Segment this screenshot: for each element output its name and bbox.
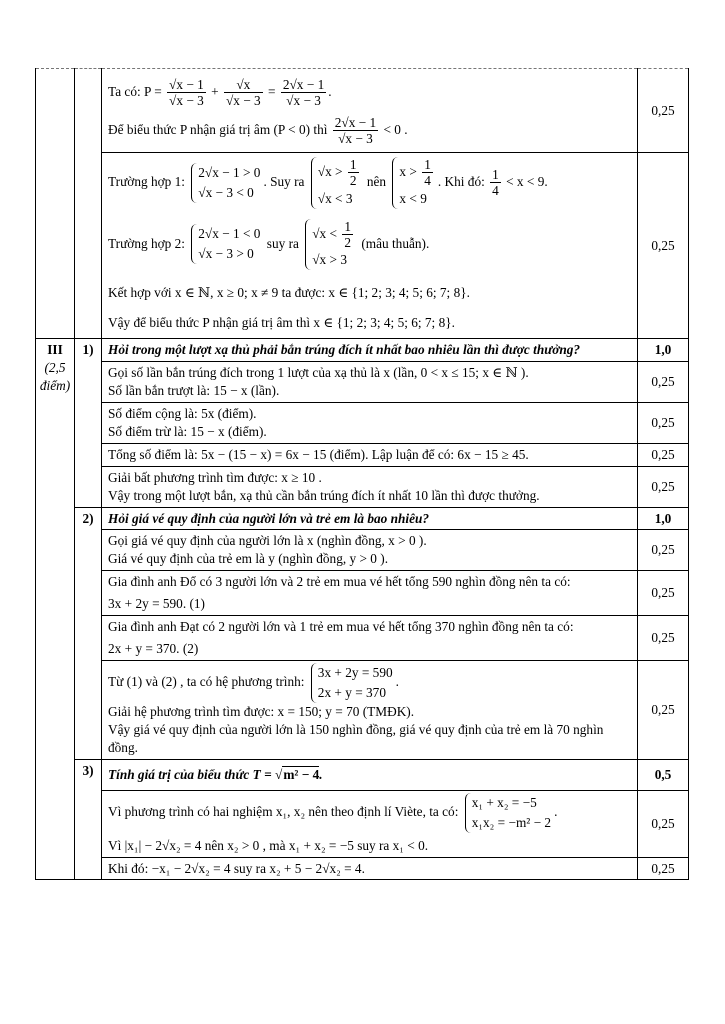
score-cell: 0,25 [638, 571, 689, 616]
table-row [36, 69, 689, 153]
table-row: Khi đó: −x₁ − 2√x₂ = 4 suy ra x₂ + 5 − 2√x₂ = 4. 0,25 [36, 857, 689, 880]
table-row: Giải bất phương trình tìm được: x ≥ 10 . Vậy trong một lượt bắn, xạ thủ cần bắn trúng đích ít nhất 10 lần thì được thưởng. 0,25 [36, 466, 689, 507]
table-row: Gia đình anh Đạt có 2 người lớn và 1 trẻ em mua vé hết tổng 370 nghìn đồng nên ta có: 2x + y = 370. (2) 0,25 [36, 616, 689, 661]
score-cell: 0,25 [638, 153, 689, 339]
score-cell: 1,0 [638, 507, 689, 530]
viete-line: Vì phương trình có hai nghiệm x₁, x₂ nên theo định lí Viète, ta có: x₁ + x₂ = −5 x₁x₂ = −m² − 2 . [108, 793, 631, 833]
score-cell: 0,25 [638, 402, 689, 443]
score-cell: 0,25 [638, 616, 689, 661]
p-simplify: Ta có: P = $\frac{√x - 1}{√x - 3}$ + $\frac{√x}{√x - 3}$ = $\frac{2√x - 1}{√x - 3}$ . [108, 77, 332, 109]
table-row: Số điểm cộng là: 5x (điểm). Số điểm trừ là: 15 − x (điểm). 0,25 [36, 402, 689, 443]
table-row: Gọi giá vé quy định của người lớn là x (nghìn đồng, x > 0 ). Giá vé quy định của trẻ em là y (nghìn đồng, y > 0 ). 0,25 [36, 530, 689, 571]
score-cell: 0,25 [638, 661, 689, 760]
table-row: Tổng số điểm là: 5x − (15 − x) = 6x − 15 (điểm). Lập luận để có: 6x − 15 ≥ 45. 0,25 [36, 443, 689, 466]
part-index: 3) [75, 759, 102, 880]
case-1: Trường hợp 1: 2√x − 1 > 0 √x − 3 < 0 . Suy ra √x > $\frac{1}{2}$ √x < 3 nên x > $\frac{1}{4}$ x < 9 . Khi đó: $\frac{1}{4}$ < x < 9. [108, 157, 631, 209]
table-row: Vì phương trình có hai nghiệm x₁, x₂ nên theo định lí Viète, ta có: x₁ + x₂ = −5 x₁x₂ = −m² − 2 . Vì |x₁| − 2√x₂ = 4 nên x₂ > 0 , mà x₁ + x₂ = −5 suy ra x₁ < 0. 0,25 [36, 790, 689, 857]
table-row [36, 153, 689, 339]
table-row [36, 507, 689, 530]
table-row: Gia đình anh Đổ có 3 người lớn và 2 trẻ em mua vé hết tổng 590 nghìn đồng nên ta có: 3x + 2y = 590. (1) 0,25 [36, 571, 689, 616]
question-1: Hỏi trong một lượt xạ thủ phải bắn trúng đích ít nhất bao nhiêu lần thì được thưởng? [102, 339, 638, 362]
score-cell: 0,25 [638, 69, 689, 153]
section-label: III (2,5 điểm) [36, 339, 75, 880]
solution-cell [102, 69, 638, 153]
score-cell: 0,25 [638, 857, 689, 880]
score-cell: 0,25 [638, 790, 689, 857]
case-2: Trường hợp 2: 2√x − 1 < 0 √x − 3 > 0 suy ra √x < $\frac{1}{2}$ √x > 3 (mâu thuẫn). [108, 219, 631, 271]
system-line: Từ (1) và (2) , ta có hệ phương trình: 3x + 2y = 590 2x + y = 370 . [108, 663, 631, 703]
score-cell: 1,0 [638, 339, 689, 362]
score-cell: 0,25 [638, 530, 689, 571]
part-index: 1) [75, 339, 102, 508]
score-cell: 0,25 [638, 466, 689, 507]
question-3: Tính giá trị của biểu thức T = √m² − 4. [102, 759, 638, 790]
table-row: Gọi số lần bắn trúng đích trong 1 lượt của xạ thủ là x (lần, 0 < x ≤ 15; x ∈ ℕ ). Số lần bắn trượt là: 15 − x (lần). 0,25 [36, 361, 689, 402]
combine-line: Kết hợp với x ∈ ℕ, x ≥ 0; x ≠ 9 ta được: x ∈ {1; 2; 3; 4; 5; 6; 7; 8}. [108, 285, 470, 301]
solution-cell [102, 153, 638, 339]
part-index: 2) [75, 507, 102, 759]
negative-condition: Để biểu thức P nhận giá trị âm (P < 0) thì $\frac{2√x - 1}{√x - 3}$ < 0 . [108, 114, 408, 146]
table-row [36, 339, 689, 362]
conclusion-line: Vậy để biểu thức P nhận giá trị âm thì x ∈ {1; 2; 3; 4; 5; 6; 7; 8}. [108, 315, 455, 331]
table-row: Từ (1) và (2) , ta có hệ phương trình: 3x + 2y = 590 2x + y = 370 . Giải hệ phương trình tìm được: x = 150; y = 70 (TMĐK). Vậy giá vé quy định của người lớn là 150 nghìn đồng, giá vé quy định của trẻ em là 70 nghìn đồng. 0,25 [36, 661, 689, 760]
table-row [36, 759, 689, 790]
answer-table [35, 68, 689, 880]
question-2: Hỏi giá vé quy định của người lớn và trẻ em là bao nhiêu? [102, 507, 638, 530]
score-cell: 0,25 [638, 361, 689, 402]
score-cell: 0,25 [638, 443, 689, 466]
score-cell: 0,5 [638, 759, 689, 790]
